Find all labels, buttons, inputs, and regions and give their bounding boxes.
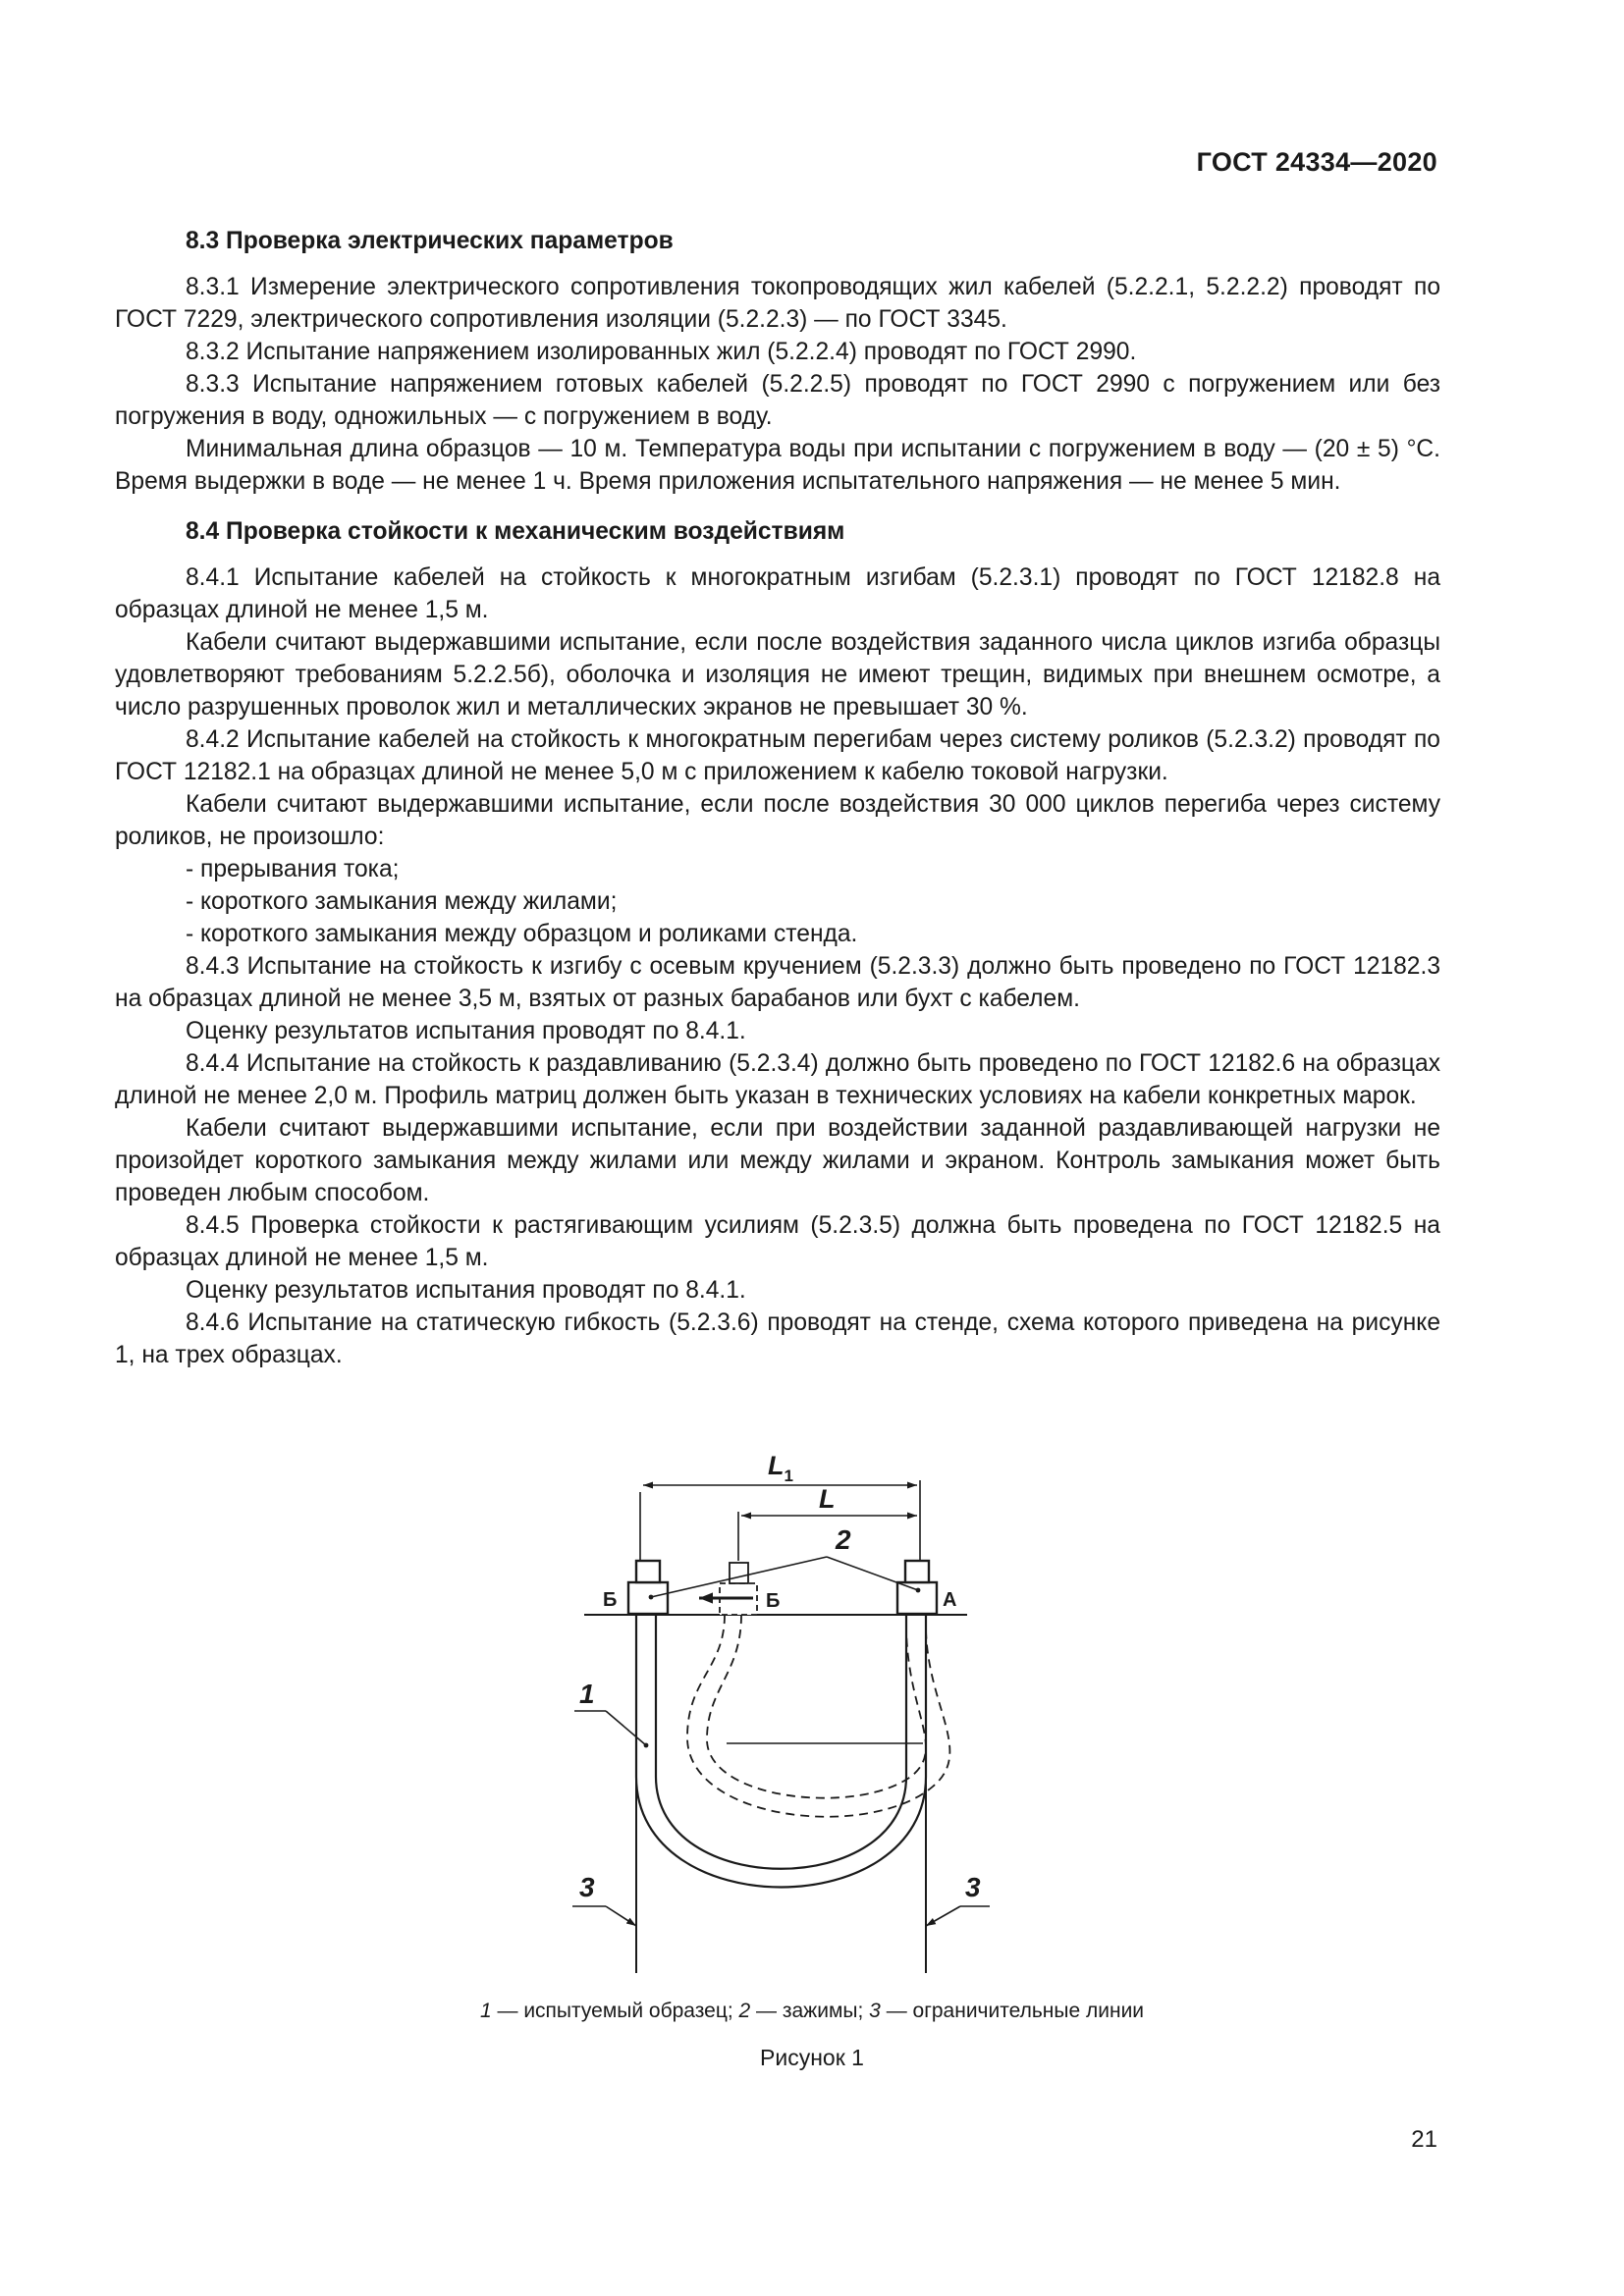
label-1: 1 (579, 1679, 595, 1709)
clamp-left-label: Б (603, 1589, 618, 1611)
specimen-displaced-outer (687, 1615, 949, 1817)
paragraph: Кабели считают выдержавшими испытание, если после воздействия 30 000 циклов перегиба через систему роликов, не произошло: (115, 791, 1440, 850)
clamp-left (628, 1582, 668, 1614)
paragraph: 8.3.1 Измерение электрического сопротивления токопроводящих жил кабелей (5.2.2.1, 5.2.2.2) проводят по ГОСТ 7229, электрического сопротивления изоляции (5.2.2.3) — по ГОСТ 3345. (115, 274, 1440, 333)
legend-num-1: 1 (479, 2000, 492, 2022)
label-2: 2 (836, 1524, 851, 1555)
paragraph: 8.4.5 Проверка стойкости к растягивающим усилиям (5.2.3.5) должна быть проведена по ГОСТ 12182.5 на образцах длиной не менее 1,5 м. (115, 1212, 1440, 1271)
list-item: - прерывания тока; (186, 856, 400, 882)
figure-legend (0, 2000, 1624, 2023)
clamp-right (897, 1582, 937, 1614)
legend-text-1: — испытуемый образец; (491, 2000, 739, 2022)
clamp-middle-label: Б (766, 1590, 781, 1612)
paragraph: 8.4.3 Испытание на стойкость к изгибу с осевым кручением (5.2.3.3) должно быть проведено по ГОСТ 12182.3 на образцах длиной не менее 3,5 м, взятых от разных барабанов или бухт с кабелем. (115, 953, 1440, 1012)
paragraph: Кабели считают выдержавшими испытание, если после воздействия заданного числа циклов изгиба образцы удовлетворяют требованиям 5.2.2.5б), оболочка и изоляция не имеют трещин, видимых при внешнем осмотре, а число разрушенных проволок жил и металлических экранов не превышает 30 %. (115, 629, 1440, 721)
paragraph: 8.3.3 Испытание напряжением готовых кабелей (5.2.2.5) проводят по ГОСТ 2990 с погружением или без погружения в воду, одножильных — с погружением в воду. (115, 371, 1440, 430)
figure-1-diagram (550, 1431, 1021, 1981)
paragraph: 8.4.6 Испытание на статическую гибкость (5.2.3.6) проводят на стенде, схема которого приведена на рисунке 1, на трех образцах. (115, 1309, 1440, 1368)
paragraph: 8.4.2 Испытание кабелей на стойкость к многократным перегибам через систему роликов (5.2.3.2) проводят по ГОСТ 12182.1 на образцах длиной не менее 5,0 м с приложением к кабелю токовой нагрузки. (115, 726, 1440, 785)
figure-title: Рисунок 1 (760, 2045, 864, 2070)
legend-text-2: — зажимы; (750, 2000, 870, 2022)
section-heading-8-3: 8.3 Проверка электрических параметров (186, 228, 674, 254)
dimension-l-label: L (819, 1484, 836, 1514)
specimen-displaced-inner (707, 1615, 926, 1798)
list-item: - короткого замыкания между образцом и роликами стенда. (186, 921, 858, 947)
label-3-left: 3 (579, 1872, 595, 1902)
paragraph: Кабели считают выдержавшими испытание, если при воздействии заданной раздавливающей нагрузки не произойдет короткого замыкания между жилами или между жилами и экраном. Контроль замыкания может быть проведен любым способом. (115, 1115, 1440, 1206)
legend-text-3: — ограничительные линии (880, 2000, 1145, 2022)
legend-num-2: 2 (738, 2000, 751, 2022)
paragraph: Оценку результатов испытания проводят по 8.4.1. (186, 1018, 746, 1044)
page-number: 21 (1411, 2126, 1437, 2153)
specimen-outer (636, 1615, 926, 1888)
legend-num-3: 3 (869, 2000, 881, 2022)
label-3-right: 3 (965, 1872, 981, 1902)
section-heading-8-4: 8.4 Проверка стойкости к механическим воздействиям (186, 518, 845, 545)
paragraph: 8.3.2 Испытание напряжением изолированных жил (5.2.2.4) проводят по ГОСТ 2990. (186, 339, 1137, 365)
list-item: - короткого замыкания между жилами; (186, 888, 618, 915)
body-text (115, 225, 1440, 1371)
clamp-right-label: А (943, 1589, 957, 1611)
paragraph: 8.4.4 Испытание на стойкость к раздавливанию (5.2.3.4) должно быть проведено по ГОСТ 12182.6 на образцах длиной не менее 2,0 м. Профиль матриц должен быть указан в технических условиях на кабели конкретных марок. (115, 1050, 1440, 1109)
paragraph: 8.4.1 Испытание кабелей на стойкость к многократным изгибам (5.2.3.1) проводят по ГОСТ 12182.8 на образцах длиной не менее 1,5 м. (115, 564, 1440, 623)
specimen-inner (656, 1615, 906, 1869)
dimension-l1-label: $L_1$ (768, 1451, 793, 1485)
standard-code: ГОСТ 24334—2020 (1196, 147, 1437, 177)
paragraph: Оценку результатов испытания проводят по 8.4.1. (186, 1277, 746, 1304)
paragraph: Минимальная длина образцов — 10 м. Температура воды при испытании с погружением в воду — (20 ± 5) °С. Время выдержки в воде — не менее 1 ч. Время приложения испытательного напряжения — не менее 5 мин. (115, 436, 1440, 495)
